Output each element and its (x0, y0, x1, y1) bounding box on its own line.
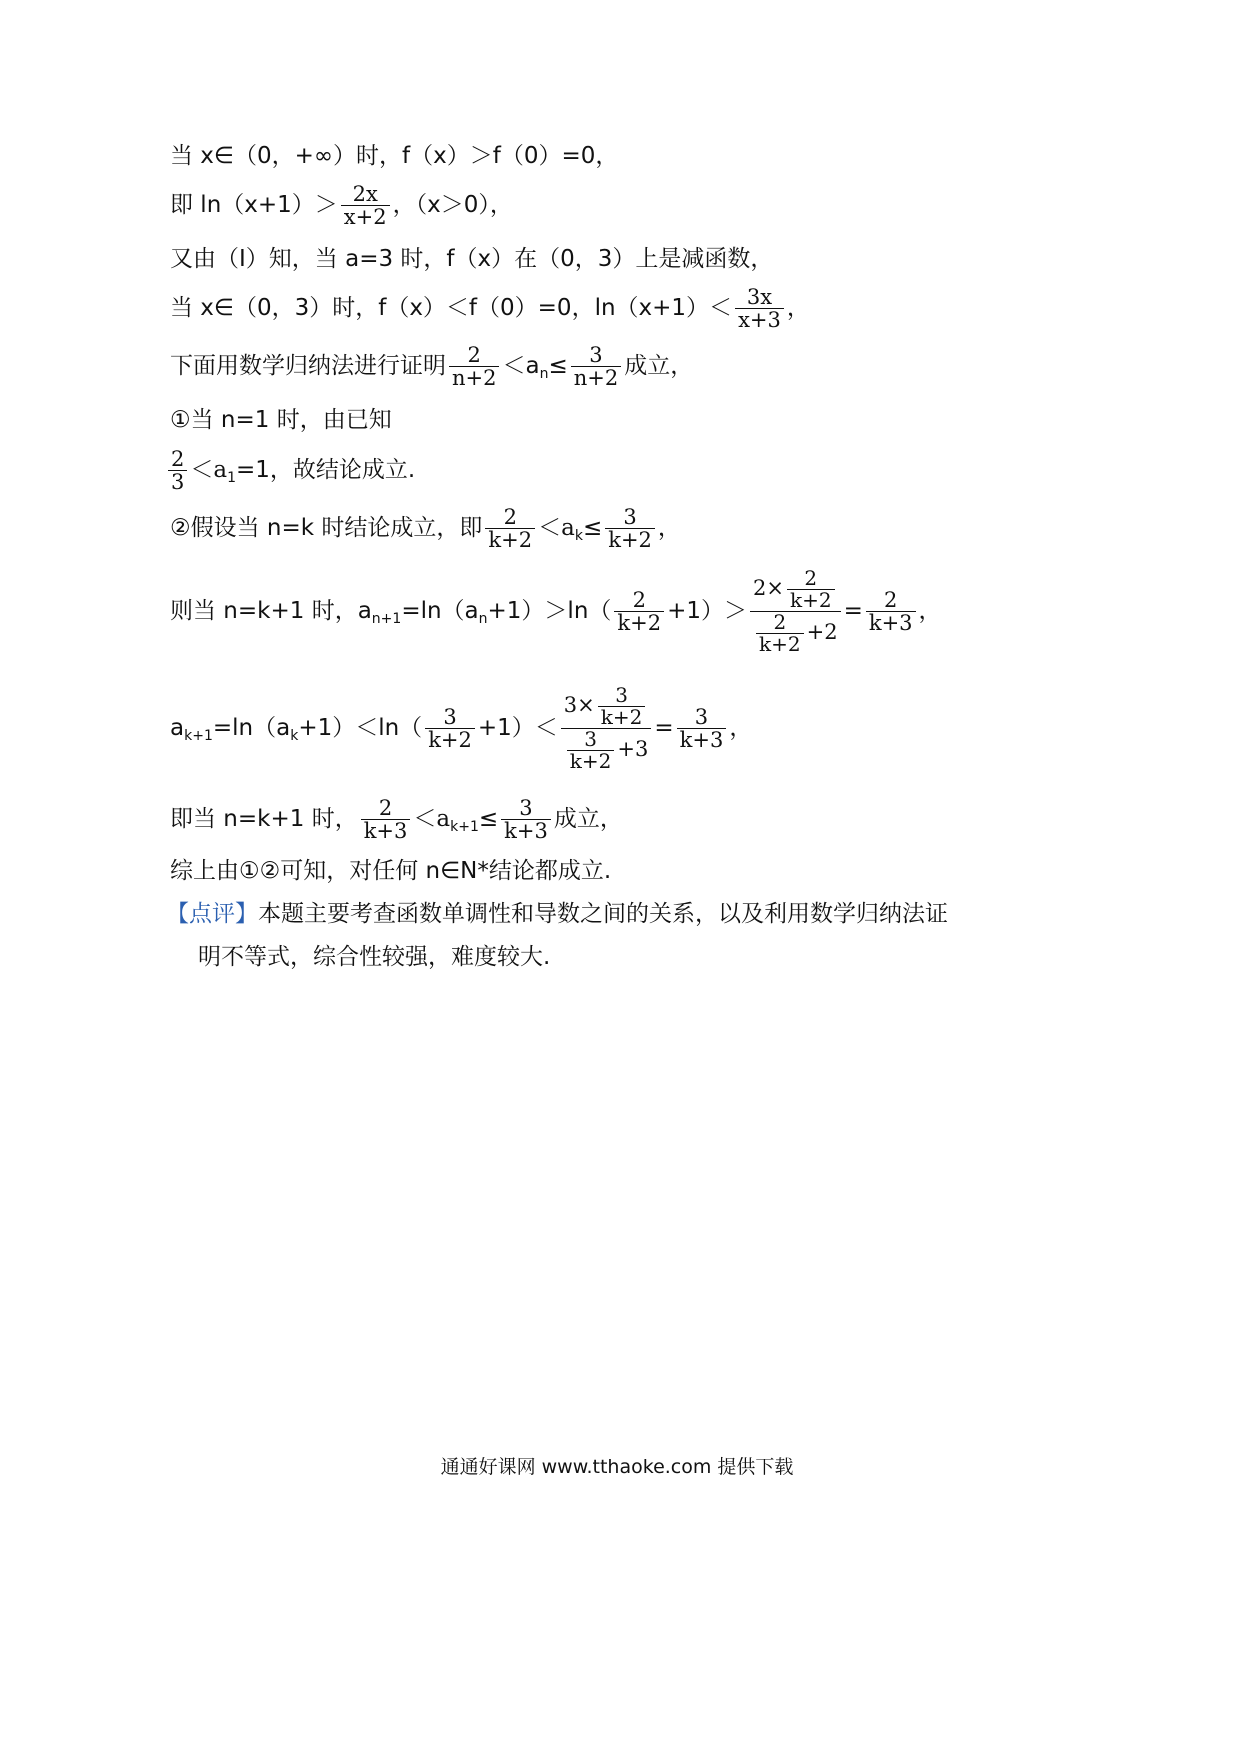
line-text: = (654, 715, 674, 741)
line-text: a (170, 715, 185, 741)
comment-line (198, 946, 550, 969)
numerator-prefix: 2× (753, 576, 784, 600)
subscript: k (574, 528, 583, 545)
comment-line (166, 903, 948, 926)
denominator: x+3 (738, 308, 781, 333)
numerator: 2 (361, 797, 411, 820)
line-text: 即 ln（x+1）＞ (170, 192, 338, 219)
line-text: ＜a (502, 353, 540, 380)
numerator: 2 (485, 506, 535, 529)
text-line (170, 286, 810, 331)
line-text: ①当 n=1 时，由已知 (170, 407, 392, 433)
line-text: ，（x＞0）， (392, 192, 513, 219)
subscript: k+1 (450, 819, 479, 836)
fraction (787, 568, 835, 611)
line-text: ≤ (548, 353, 568, 380)
numerator (561, 685, 652, 729)
text-line (170, 409, 392, 432)
subscript: n (478, 611, 488, 627)
comment-text: 本题主要考查函数单调性和导数之间的关系，以及利用数学归纳法证 (258, 901, 948, 927)
line-text: +1）＜ln（ (298, 715, 423, 741)
fraction (677, 706, 727, 751)
fraction (567, 729, 615, 772)
line-text: 综上由①②可知，对任何 n∈N*结论都成立. (170, 858, 612, 884)
denominator: k+2 (428, 728, 472, 752)
line-text: ＜ (538, 515, 562, 542)
line-text: 则当 n=k+1 时，a (170, 598, 372, 624)
fraction (485, 506, 535, 551)
denominator: n+2 (452, 366, 497, 391)
complex-fraction (561, 685, 652, 772)
text-line (170, 797, 623, 842)
denominator: x+2 (343, 205, 387, 230)
line-text: 即当 n=k+1 时， (170, 806, 358, 833)
subscript: 1 (227, 470, 237, 487)
denominator (561, 729, 652, 772)
line-text: 下面用数学归纳法进行证明 (170, 353, 446, 380)
fraction (866, 589, 916, 634)
line-text: =1，故结论成立. (236, 457, 416, 484)
fraction (501, 797, 551, 842)
line-text: 又由（Ⅰ）知，当 a=3 时，f（x）在（0，3）上是减函数， (170, 246, 774, 272)
numerator: 3x (735, 286, 784, 309)
line-text: ， (786, 295, 810, 322)
line-text: a (436, 806, 451, 833)
denominator: k+2 (608, 528, 652, 553)
text-line (170, 860, 611, 883)
numerator: 3 (598, 685, 646, 707)
numerator (750, 568, 841, 612)
line-text: ②假设当 n=k 时结论成立，即 (170, 515, 483, 542)
fraction (614, 589, 664, 634)
fraction (598, 685, 646, 728)
denominator-suffix: +2 (806, 620, 838, 644)
line-text: ≤ (478, 806, 499, 833)
line-text: a (213, 457, 228, 484)
denominator: k+3 (679, 728, 724, 752)
numerator: 2 (756, 612, 804, 634)
page-footer: 通通好课网 www.tthaoke.com 提供下载 (440, 1456, 794, 1478)
numerator: 2 (787, 568, 835, 590)
numerator: 3 (501, 797, 551, 820)
line-text: +1）＜ (477, 715, 558, 741)
fraction (341, 183, 390, 228)
fraction (425, 706, 475, 751)
denominator: k+2 (569, 749, 612, 773)
comment-label: 【点评】 (166, 901, 258, 927)
text-line (170, 248, 773, 271)
text-line (170, 506, 681, 551)
denominator: k+2 (600, 705, 643, 729)
denominator (750, 612, 841, 655)
line-text: ＜ (190, 457, 214, 484)
line-text: =ln（a (212, 715, 291, 741)
subscript: n (539, 366, 549, 383)
numerator-prefix: 3× (563, 693, 595, 717)
denominator: k+2 (488, 528, 533, 553)
numerator: 2x (341, 183, 390, 206)
numerator: 3 (567, 729, 615, 751)
subscript: n+1 (371, 611, 402, 627)
line-text: a (561, 515, 575, 542)
denominator: k+2 (759, 632, 801, 656)
line-text: ， (657, 515, 681, 542)
denominator-suffix: +3 (617, 737, 649, 761)
numerator: 3 (677, 706, 727, 729)
denominator: k+2 (789, 588, 832, 612)
line-text: = (843, 598, 863, 624)
numerator: 3 (425, 706, 475, 729)
denominator: k+3 (363, 819, 408, 844)
numerator: 2 (168, 448, 187, 471)
subscript: k+1 (184, 728, 213, 744)
line-text: =ln（a (401, 598, 479, 624)
numerator: 2 (614, 589, 664, 612)
line-text: ＜ (413, 806, 437, 833)
denominator: k+3 (868, 611, 913, 635)
text-line (170, 145, 618, 168)
line-text: ≤ (582, 515, 603, 542)
text-line (170, 568, 942, 655)
text-line (165, 448, 415, 493)
denominator: n+2 (573, 366, 619, 391)
fraction (449, 344, 499, 389)
line-text: 成立， (553, 806, 623, 833)
fraction (605, 506, 655, 551)
line-text: 成立， (624, 353, 694, 380)
line-text: ， (918, 598, 942, 624)
line-text: +1）＞ (667, 598, 747, 624)
text-line (170, 183, 513, 228)
fraction (571, 344, 621, 389)
text-line (170, 344, 693, 389)
line-text: ， (729, 715, 753, 741)
fraction (168, 448, 187, 493)
numerator: 3 (605, 506, 655, 529)
subscript: k (290, 728, 299, 744)
denominator: k+3 (504, 819, 548, 844)
comment-text: 明不等式，综合性较强，难度较大. (198, 944, 551, 970)
line-text: +1）＞ln（ (487, 598, 612, 624)
denominator: k+2 (617, 611, 662, 635)
text-line (170, 685, 752, 772)
line-text: 当 x∈（0，+∞）时，f（x）＞f（0）=0， (170, 143, 619, 169)
numerator: 2 (866, 589, 916, 612)
fraction (756, 612, 804, 655)
numerator: 2 (449, 344, 499, 367)
fraction (361, 797, 411, 842)
fraction (735, 286, 784, 331)
complex-fraction (750, 568, 841, 655)
numerator: 3 (571, 344, 621, 367)
line-text: 当 x∈（0，3）时，f（x）＜f（0）=0，ln（x+1）＜ (170, 295, 733, 322)
denominator: 3 (171, 470, 185, 495)
